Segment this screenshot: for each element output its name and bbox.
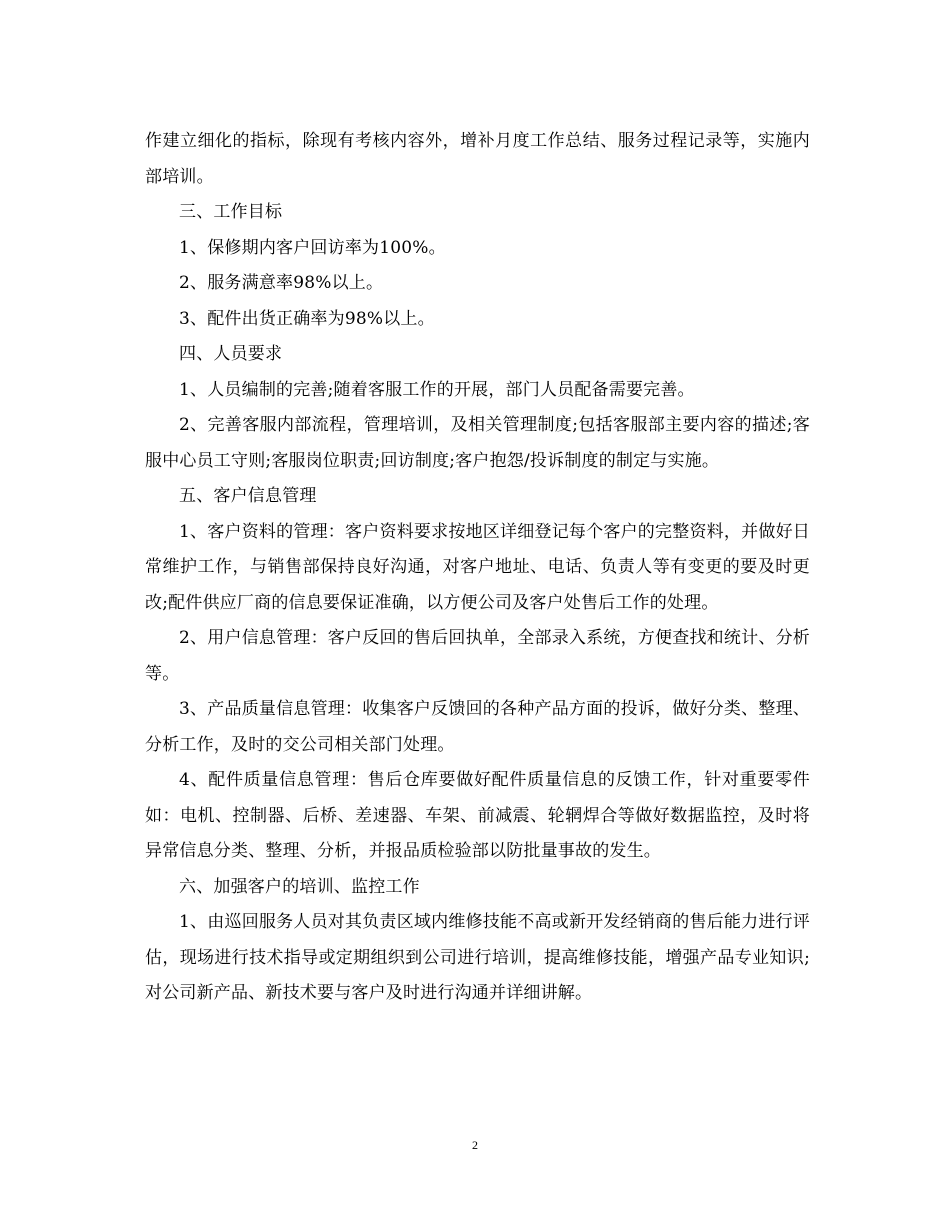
customer-info-item-2: 2、用户信息管理：客户反回的售后回执单，全部录入系统，方便查找和统计、分析等。 [145,628,810,684]
customer-info-item-4: 4、配件质量信息管理：售后仓库要做好配件质量信息的反馈工作，针对重要零件如：电机、控制器、后桥、差速器、车架、前减震、轮辋焊合等做好数据监控，及时将异常信息分类、整理、分析，并报品质检验部以防批量事故的发生。 [145,770,810,861]
goal-item-1: 1、保修期内客户回访率为100%。 [179,237,446,258]
goal-item-3: 3、配件出货正确率为98%以上。 [179,308,435,329]
goal-item-2: 2、服务满意率98%以上。 [179,273,384,293]
page-number: 2 [472,1138,478,1152]
paragraph-continuation: 作建立细化的指标，除现有考核内容外，增补月度工作总结、服务过程记录等，实施内部培训。 [145,131,810,187]
staff-item-2: 2、完善客服内部流程，管理培训，及相关管理制度;包括客服部主要内容的描述;客服中心员工守则;客服岗位职责;回访制度;客户抱怨/投诉制度的制定与实施。 [145,415,810,471]
section-heading-training: 六、加强客户的培训、监控工作 [179,876,420,897]
training-item-1: 1、由巡回服务人员对其负责区域内维修技能不高或新开发经销商的售后能力进行评估，现场进行技术指导或定期组织到公司进行培训，提高维修技能，增强产品专业知识;对公司新产品、新技术要与客户及时进行沟通并详细讲解。 [145,912,810,1003]
section-heading-staff-requirements: 四、人员要求 [179,344,283,364]
section-heading-work-goals: 三、工作目标 [179,202,283,222]
document-body [145,124,810,1012]
staff-item-1: 1、人员编制的完善;随着客服工作的开展，部门人员配备需要完善。 [179,379,695,400]
customer-info-item-3: 3、产品质量信息管理：收集客户反馈回的各种产品方面的投诉，做好分类、整理、分析工作，及时的交公司相关部门处理。 [145,699,810,755]
customer-info-item-1: 1、客户资料的管理：客户资料要求按地区详细登记每个客户的完整资料，并做好日常维护工作，与销售部保持良好沟通，对客户地址、电话、负责人等有变更的要及时更改;配件供应厂商的信息要保证准确，以方便公司及客户处售后工作的处理。 [145,521,810,613]
section-heading-customer-info: 五、客户信息管理 [179,486,317,506]
